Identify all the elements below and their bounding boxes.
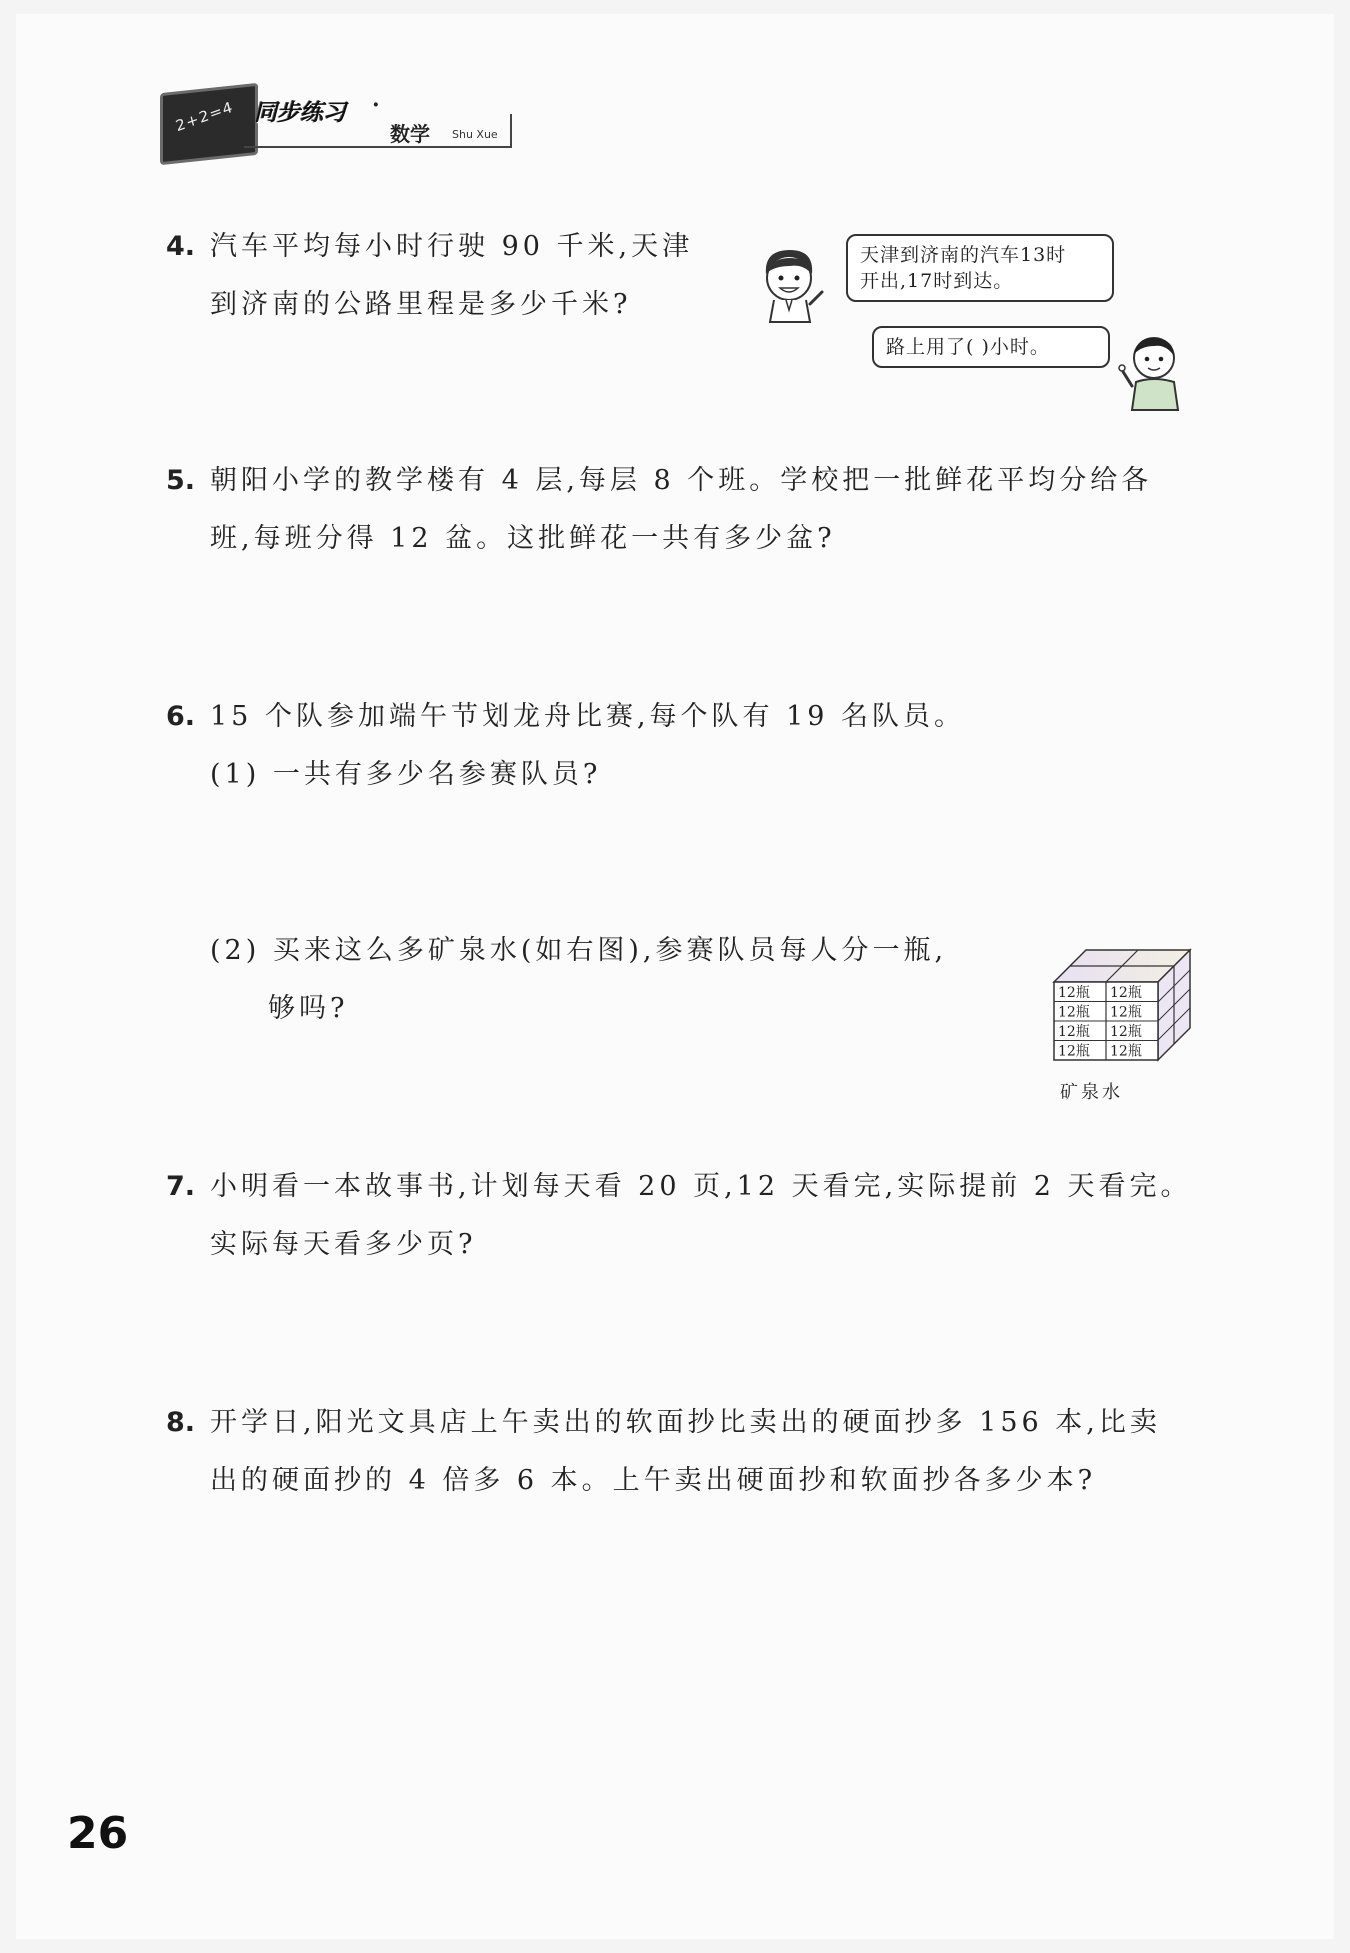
page-number: 26 [67, 1808, 129, 1859]
question-line: 实际每天看多少页? [210, 1229, 477, 1260]
crate-cell: 12瓶 [1058, 985, 1090, 1001]
question-number: 8. [166, 1407, 196, 1438]
header-endline [510, 114, 512, 148]
question-line: 开学日,阳光文具店上午卖出的软面抄比卖出的硬面抄多 156 本,比卖 [210, 1407, 1161, 1438]
crate-cell: 12瓶 [1110, 1004, 1142, 1021]
subject-title: 数学 [390, 122, 430, 146]
question-5 [166, 452, 1153, 568]
crate-cell: 12瓶 [1058, 1043, 1090, 1060]
question-number: 5. [166, 465, 196, 496]
header [160, 88, 515, 160]
bubble-line: 开出,17时到达。 [860, 270, 1014, 292]
question-6 [166, 688, 966, 804]
chalkboard-text: 2+2=4 [173, 97, 236, 136]
crate-cell: 12瓶 [1110, 985, 1142, 1001]
question-4 [166, 218, 694, 334]
water-crate-illustration [1048, 932, 1198, 1078]
crate-cell: 12瓶 [1058, 1004, 1090, 1021]
subquestion-2-line: (2) 买来这么多矿泉水(如右图),参赛队员每人分一瓶, [210, 935, 948, 966]
crate-cell: 12瓶 [1110, 1043, 1142, 1060]
chalkboard-logo [160, 83, 258, 165]
boy-illustration-1 [752, 244, 832, 324]
question-line: 班,每班分得 12 盆。这批鲜花一共有多少盆? [210, 523, 836, 554]
crate-cell: 12瓶 [1058, 1024, 1090, 1040]
question-8 [166, 1394, 1161, 1510]
question-number: 7. [166, 1171, 196, 1202]
series-title: 同步练习 [254, 100, 346, 126]
question-line: 汽车平均每小时行驶 90 千米,天津 [210, 231, 694, 262]
question-line: 朝阳小学的教学楼有 4 层,每层 8 个班。学校把一批鲜花平均分给各 [210, 465, 1153, 496]
header-underline [244, 146, 512, 148]
crate-label: 矿泉水 [1060, 1082, 1123, 1103]
header-dot: · [372, 92, 380, 118]
bubble-line: 天津到济南的汽车13时 [860, 244, 1067, 266]
question-6-part-2 [210, 922, 947, 1038]
boy-illustration-2 [1116, 330, 1188, 412]
question-line: 出的硬面抄的 4 倍多 6 本。上午卖出硬面抄和软面抄各多少本? [210, 1465, 1097, 1496]
question-line: 15 个队参加端午节划龙舟比赛,每个队有 19 名队员。 [210, 701, 966, 732]
subject-pinyin: Shu Xue [452, 128, 498, 141]
question-line: 小明看一本故事书,计划每天看 20 页,12 天看完,实际提前 2 天看完。 [210, 1171, 1192, 1202]
crate-cell: 12瓶 [1110, 1024, 1142, 1040]
bubble-answer-text: 路上用了( )小时。 [886, 336, 1050, 358]
subquestion-1: (1) 一共有多少名参赛队员? [210, 759, 602, 790]
question-number: 4. [166, 231, 196, 262]
question-7 [166, 1158, 1192, 1274]
question-number: 6. [166, 701, 196, 732]
speech-bubble-answer [872, 326, 1110, 368]
question-line: 到济南的公路里程是多少千米? [210, 289, 632, 320]
subquestion-2-line: 够吗? [268, 993, 349, 1024]
speech-bubble-departure [846, 234, 1114, 302]
